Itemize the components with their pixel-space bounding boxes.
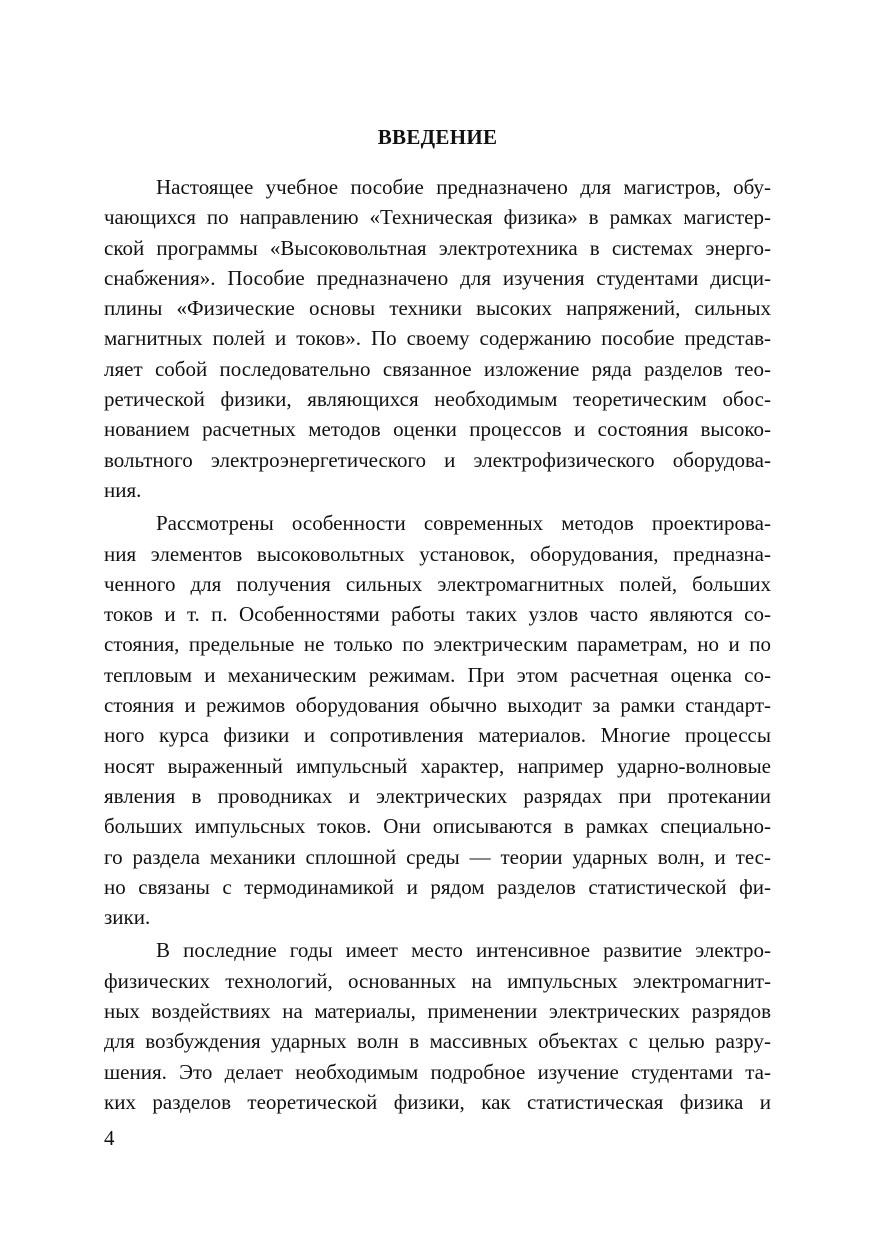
text-line: Рассмотрены особенности современных методов проектирова- [156, 511, 771, 536]
text-line: стояния и режимов оборудования обычно выходит за рамки стандарт- [104, 693, 771, 718]
text-line: го раздела механики сплошной среды — теории ударных волн, и тес- [104, 844, 771, 869]
document-page [104, 0, 771, 1241]
text-line: ния. [104, 477, 142, 502]
text-line: чающихся по направлению «Техническая физика» в рамках магистер- [104, 205, 771, 230]
text-line: ных воздействиях на материалы, применении электрических разрядов [104, 999, 771, 1024]
text-line: больших импульсных токов. Они описываются в рамках специально- [104, 814, 771, 839]
paragraph-3 [104, 935, 771, 1117]
text-line: ких разделов теоретической физики, как статистическая физика и [104, 1089, 771, 1114]
page-number: 4 [104, 1126, 115, 1150]
text-line: снабжения». Пособие предназначено для изучения студентами дисци- [104, 265, 771, 290]
text-line: плины «Физические основы техники высоких напряжений, сильных [104, 296, 771, 321]
text-line: Настоящее учебное пособие предназначено для магистров, обу- [156, 175, 771, 199]
section-heading: ВВЕДЕНИЕ [377, 125, 498, 149]
text-line: но связаны с термодинамикой и рядом разделов статистической фи- [104, 874, 771, 899]
text-line: ного курса физики и сопротивления материалов. Многие процессы [104, 723, 771, 748]
text-line: ния элементов высоковольтных установок, оборудования, предназна- [104, 541, 771, 566]
body-text [104, 172, 771, 1120]
text-line: ретической физики, являющихся необходимым теоретическим обос- [104, 387, 771, 412]
text-line: В последние годы имеет место интенсивное развитие электро- [156, 938, 771, 963]
text-line: зики. [104, 905, 151, 930]
text-line: физических технологий, основанных на импульсных электромагнит- [104, 968, 771, 993]
text-line: явления в проводниках и электрических разрядах при протекании [104, 783, 771, 808]
text-line: шения. Это делает необходимым подробное изучение студентами та- [104, 1059, 771, 1084]
text-line: для возбуждения ударных волн в массивных объектах с целью разру- [104, 1029, 771, 1054]
text-line: тепловым и механическим режимам. При этом расчетная оценка со- [104, 662, 771, 687]
paragraph-2 [104, 508, 771, 932]
text-line: стояния, предельные не только по электрическим параметрам, но и по [104, 632, 771, 657]
paragraph-1 [104, 172, 771, 505]
text-line: вольтного электроэнергетического и электрофизического оборудова- [104, 447, 771, 472]
text-line: носят выраженный импульсный характер, например ударно-волновые [104, 753, 771, 778]
text-line: магнитных полей и токов». По своему содержанию пособие представ- [104, 326, 771, 351]
text-line: ской программы «Высоковольтная электротехника в системах энерго- [104, 235, 771, 260]
text-line: нованием расчетных методов оценки процессов и состояния высоко- [104, 417, 771, 442]
text-line: токов и т. п. Особенностями работы таких узлов часто являются со- [104, 602, 771, 627]
text-line: ченного для получения сильных электромагнитных полей, больших [104, 571, 771, 596]
text-line: ляет собой последовательно связанное изложение ряда разделов тео- [104, 356, 771, 381]
